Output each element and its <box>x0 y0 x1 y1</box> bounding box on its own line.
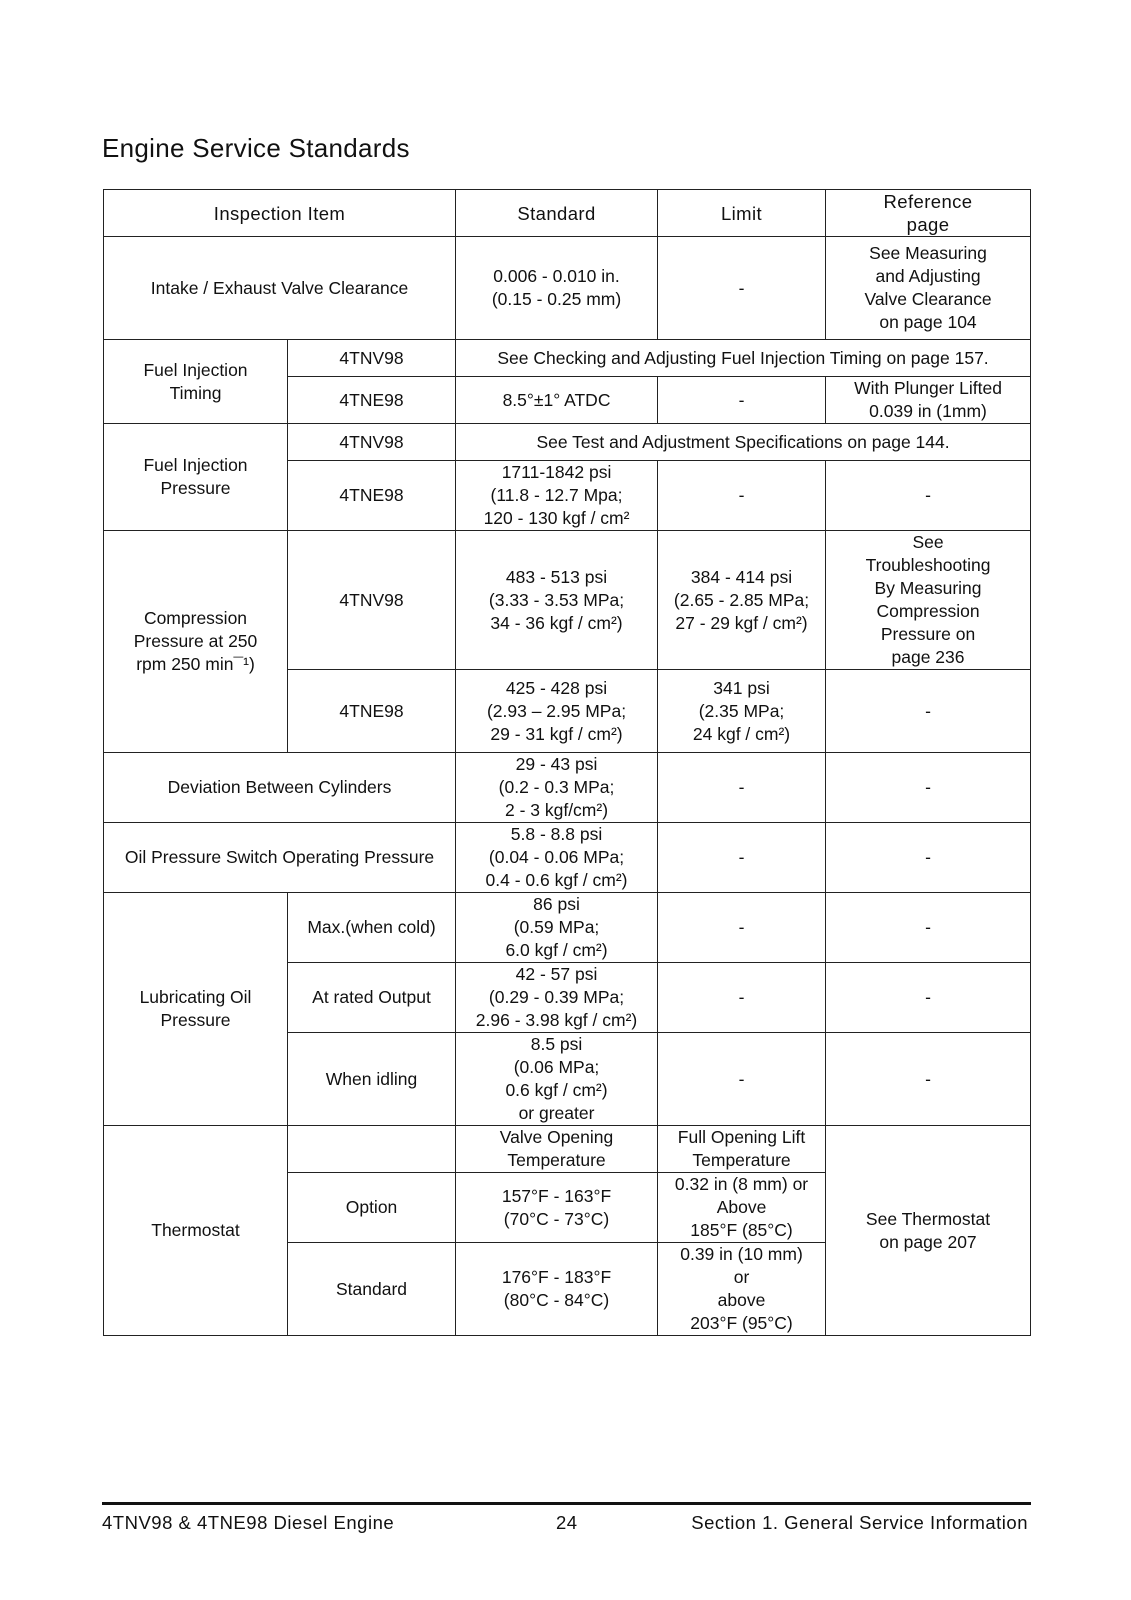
text-line: 2 - 3 kgf/cm²) <box>504 800 609 820</box>
text-line: Compression <box>143 608 248 628</box>
text-line: 34 - 36 kgf / cm²) <box>490 612 623 633</box>
text-line: Valve Clearance <box>864 289 992 309</box>
footer-section-title: Section 1. General Service Information <box>691 1512 1028 1533</box>
text-line: 24 kgf / cm²) <box>692 723 791 744</box>
text-line: (0.15 - 0.25 mm) <box>491 289 622 309</box>
text-line: 0.32 in (8 mm) or <box>674 1174 809 1194</box>
text-line: above <box>717 1290 766 1310</box>
text-line: 203°F (95°C) <box>690 1313 793 1333</box>
text-line: Compression <box>876 601 980 621</box>
valve-clearance-item: Intake / Exhaust Valve Clearance <box>104 237 456 340</box>
thermostat-sub-limit <box>658 1126 826 1173</box>
fuel-injection-pressure-tne-limit: - <box>658 461 826 531</box>
table-row <box>104 531 1031 670</box>
text-line: 2.96 - 3.98 kgf / cm²) <box>475 1010 638 1030</box>
header-standard: Standard <box>456 190 658 237</box>
lube-max-cold-reference: - <box>826 893 1031 963</box>
text-line: 42 - 57 psi <box>515 964 598 984</box>
text-line: 5.8 - 8.8 psi <box>510 824 603 844</box>
lube-max-cold-condition: Max.(when cold) <box>288 893 456 963</box>
footer-rule <box>102 1502 1031 1505</box>
text-line: Pressure on <box>880 624 976 644</box>
table-row <box>104 340 1031 377</box>
deviation-standard <box>456 753 658 823</box>
text-line: 29 - 43 psi <box>515 754 598 774</box>
lube-rated-output-standard <box>456 963 658 1033</box>
thermostat-option-label: Option <box>288 1173 456 1243</box>
valve-clearance-reference <box>826 237 1031 340</box>
text-line: or <box>733 1267 750 1287</box>
footer-page-number: 24 <box>556 1512 578 1533</box>
text-line: (11.8 - 12.7 Mpa; <box>490 485 623 505</box>
table-row <box>104 823 1031 893</box>
text-line: (0.59 MPa; <box>513 917 600 937</box>
valve-clearance-standard <box>456 237 658 340</box>
text-line: page <box>906 214 950 235</box>
thermostat-item: Thermostat <box>104 1126 288 1336</box>
fuel-injection-pressure-tnv-note: See Test and Adjustment Specifications on page 144. <box>456 424 1031 461</box>
deviation-limit: - <box>658 753 826 823</box>
oil-pressure-switch-limit: - <box>658 823 826 893</box>
text-line: (0.29 - 0.39 MPa; <box>488 987 625 1007</box>
fuel-injection-timing-tnv-model: 4TNV98 <box>288 340 456 377</box>
text-line: or greater <box>518 1103 595 1123</box>
text-line: With Plunger Lifted <box>854 378 1002 398</box>
text-line: See Measuring <box>869 243 987 263</box>
fuel-injection-pressure-tne-reference: - <box>826 461 1031 531</box>
text-line: Full Opening Lift <box>677 1127 806 1147</box>
text-line: 6.0 kgf / cm²) <box>505 940 608 960</box>
text-line: 483 - 513 psi <box>505 566 608 587</box>
lube-idling-limit: - <box>658 1033 826 1126</box>
lubricating-oil-pressure-item <box>104 893 288 1126</box>
thermostat-reference <box>826 1126 1031 1336</box>
text-line: 425 - 428 psi <box>505 677 608 698</box>
text-line: Troubleshooting <box>865 555 991 575</box>
table-row <box>104 893 1031 963</box>
text-line: (2.65 - 2.85 MPa; <box>673 589 810 610</box>
thermostat-option-limit <box>658 1173 826 1243</box>
table-row <box>104 237 1031 340</box>
text-line: page 236 <box>891 647 965 667</box>
table-header-row <box>104 190 1031 237</box>
lube-idling-reference: - <box>826 1033 1031 1126</box>
fuel-injection-pressure-tnv-model: 4TNV98 <box>288 424 456 461</box>
compression-tnv-limit <box>658 531 826 670</box>
text-line: 1711-1842 psi <box>501 462 612 482</box>
page-title: Engine Service Standards <box>102 133 410 163</box>
header-limit: Limit <box>658 190 826 237</box>
compression-tne-limit <box>658 670 826 753</box>
text-line: Temperature <box>692 1150 791 1170</box>
text-line: See <box>912 532 944 552</box>
thermostat-option-standard <box>456 1173 658 1243</box>
header-inspection-item: Inspection Item <box>104 190 456 237</box>
thermostat-sub-standard <box>456 1126 658 1173</box>
text-line: 0.4 - 0.6 kgf / cm²) <box>485 870 628 890</box>
thermostat-sub-blank <box>288 1126 456 1173</box>
lube-rated-output-limit: - <box>658 963 826 1033</box>
text-line: 157°F - 163°F <box>501 1185 612 1206</box>
oil-pressure-switch-reference: - <box>826 823 1031 893</box>
text-line: Fuel Injection <box>143 359 248 380</box>
header-reference-page <box>826 190 1031 237</box>
text-line: 27 - 29 kgf / cm²) <box>675 612 808 633</box>
text-line: 341 psi <box>713 677 770 698</box>
deviation-reference: - <box>826 753 1031 823</box>
text-line: Pressure <box>160 1010 231 1030</box>
compression-tnv-model: 4TNV98 <box>288 531 456 670</box>
text-line: (80°C - 84°C) <box>503 1290 610 1310</box>
text-line: Valve Opening <box>499 1127 614 1147</box>
compression-tne-standard <box>456 670 658 753</box>
lube-max-cold-standard <box>456 893 658 963</box>
text-line: 86 psi <box>533 894 580 914</box>
text-line: Pressure <box>160 478 231 498</box>
fuel-injection-pressure-tne-standard <box>456 461 658 531</box>
text-line: 185°F (85°C) <box>690 1220 793 1240</box>
oil-pressure-switch-standard <box>456 823 658 893</box>
fuel-injection-pressure-item <box>104 424 288 531</box>
fuel-injection-timing-tne-reference <box>826 377 1031 424</box>
text-line: rpm 250 min¯¹) <box>136 654 255 674</box>
text-line: Timing <box>169 382 222 403</box>
text-line: (2.35 MPa; <box>698 700 785 721</box>
oil-pressure-switch-item: Oil Pressure Switch Operating Pressure <box>104 823 456 893</box>
text-line: 0.039 in (1mm) <box>869 401 987 421</box>
text-line: 120 - 130 kgf / cm² <box>483 508 630 528</box>
table-row <box>104 753 1031 823</box>
fuel-injection-timing-tne-model: 4TNE98 <box>288 377 456 424</box>
lube-idling-condition: When idling <box>288 1033 456 1126</box>
text-line: (3.33 - 3.53 MPa; <box>488 589 625 610</box>
lube-max-cold-limit: - <box>658 893 826 963</box>
text-line: (70°C - 73°C) <box>503 1208 610 1229</box>
text-line: Lubricating Oil <box>139 987 252 1007</box>
text-line: 384 - 414 psi <box>690 566 793 587</box>
compression-tnv-reference <box>826 531 1031 670</box>
thermostat-standard-label: Standard <box>288 1243 456 1336</box>
text-line: (2.93 – 2.95 MPa; <box>486 700 627 721</box>
fuel-injection-timing-item <box>104 340 288 424</box>
text-line: Above <box>716 1197 767 1217</box>
text-line: 0.39 in (10 mm) <box>680 1244 803 1264</box>
text-line: (0.06 MPa; <box>513 1057 600 1077</box>
text-line: By Measuring <box>874 578 982 598</box>
compression-tne-model: 4TNE98 <box>288 670 456 753</box>
text-line: 8.5 psi <box>530 1034 583 1054</box>
text-line: and Adjusting <box>875 266 981 286</box>
service-standards-table <box>103 189 1031 1336</box>
fuel-injection-timing-tne-standard: 8.5°±1° ATDC <box>456 377 658 424</box>
deviation-item: Deviation Between Cylinders <box>104 753 456 823</box>
text-line: Temperature <box>507 1150 606 1170</box>
text-line: on page 207 <box>879 1231 977 1252</box>
compression-tne-reference: - <box>826 670 1031 753</box>
table-row <box>104 424 1031 461</box>
text-line: Reference <box>883 191 973 212</box>
lube-idling-standard <box>456 1033 658 1126</box>
lube-rated-output-reference: - <box>826 963 1031 1033</box>
text-line: (0.04 - 0.06 MPa; <box>488 847 625 867</box>
fuel-injection-pressure-tne-model: 4TNE98 <box>288 461 456 531</box>
thermostat-standard-limit <box>658 1243 826 1336</box>
text-line: Fuel Injection <box>143 455 248 475</box>
text-line: 0.6 kgf / cm²) <box>505 1080 608 1100</box>
text-line: 29 - 31 kgf / cm²) <box>490 723 623 744</box>
valve-clearance-limit: - <box>658 237 826 340</box>
text-line: 176°F - 183°F <box>501 1267 612 1287</box>
lube-rated-output-condition: At rated Output <box>288 963 456 1033</box>
compression-tnv-standard <box>456 531 658 670</box>
footer-manual-title: 4TNV98 & 4TNE98 Diesel Engine <box>102 1512 395 1533</box>
text-line: See Thermostat <box>865 1208 991 1229</box>
compression-pressure-item <box>104 531 288 753</box>
fuel-injection-timing-tne-limit: - <box>658 377 826 424</box>
text-line: 0.006 - 0.010 in. <box>493 266 620 286</box>
text-line: (0.2 - 0.3 MPa; <box>498 777 615 797</box>
text-line: Pressure at 250 <box>133 631 258 651</box>
table-row <box>104 1126 1031 1173</box>
thermostat-standard-standard <box>456 1243 658 1336</box>
text-line: on page 104 <box>879 312 977 332</box>
fuel-injection-timing-tnv-note: See Checking and Adjusting Fuel Injection Timing on page 157. <box>456 340 1031 377</box>
